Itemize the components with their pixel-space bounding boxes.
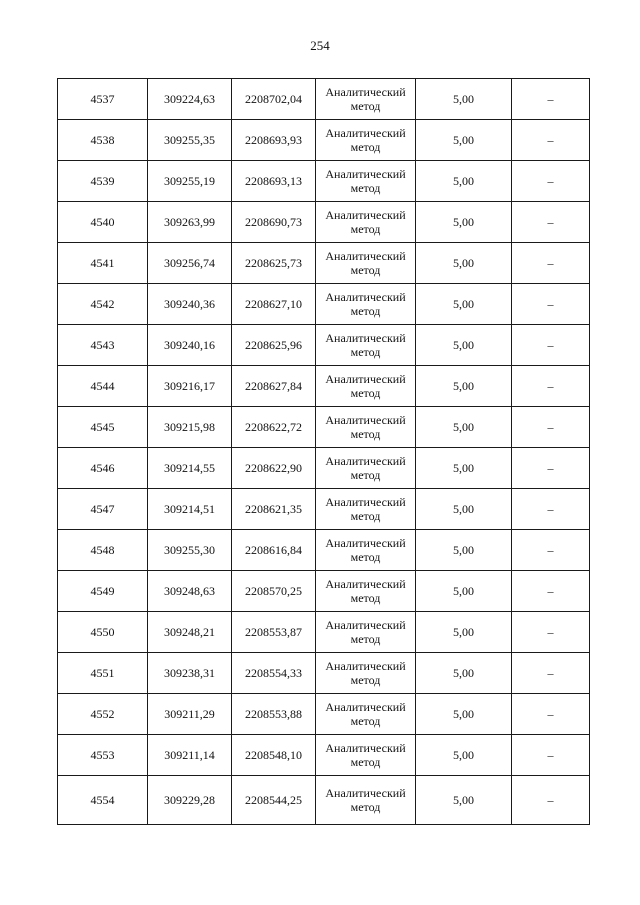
x-coordinate-cell — [148, 79, 232, 120]
point-number-cell — [58, 612, 148, 653]
method-line-1: Аналитический — [325, 126, 406, 140]
point-number: 4550 — [90, 625, 115, 639]
point-number-cell — [58, 735, 148, 776]
error-value: 5,00 — [453, 625, 474, 639]
error-cell — [416, 653, 512, 694]
error-value: 5,00 — [453, 297, 474, 311]
dash-cell — [512, 284, 590, 325]
point-number-cell — [58, 448, 148, 489]
point-number: 4541 — [90, 256, 115, 270]
point-number: 4542 — [90, 297, 115, 311]
error-cell — [416, 776, 512, 825]
point-number: 4546 — [90, 461, 115, 475]
dash-value: – — [547, 461, 554, 475]
table-row — [58, 653, 590, 694]
method-line-2: метод — [350, 222, 381, 236]
dash-cell — [512, 243, 590, 284]
x-coordinate: 309240,16 — [164, 338, 215, 352]
y-coordinate-cell — [232, 243, 316, 284]
y-coordinate: 2208621,35 — [245, 502, 302, 516]
method-cell — [316, 694, 416, 735]
point-number: 4554 — [90, 793, 115, 807]
method-line-1: Аналитический — [325, 618, 406, 632]
y-coordinate-cell — [232, 407, 316, 448]
error-value: 5,00 — [453, 92, 474, 106]
method-line-2: метод — [350, 509, 381, 523]
y-coordinate: 2208702,04 — [245, 92, 302, 106]
point-number-cell — [58, 407, 148, 448]
method-cell — [316, 120, 416, 161]
error-value: 5,00 — [453, 461, 474, 475]
error-cell — [416, 79, 512, 120]
x-coordinate: 309248,63 — [164, 584, 215, 598]
dash-cell — [512, 489, 590, 530]
point-number-cell — [58, 489, 148, 530]
table-row — [58, 694, 590, 735]
y-coordinate: 2208622,90 — [245, 461, 302, 475]
table-row — [58, 284, 590, 325]
y-coordinate: 2208627,10 — [245, 297, 302, 311]
error-value: 5,00 — [453, 420, 474, 434]
table-row — [58, 366, 590, 407]
error-value: 5,00 — [453, 338, 474, 352]
x-coordinate-cell — [148, 776, 232, 825]
y-coordinate-cell — [232, 325, 316, 366]
y-coordinate-cell — [232, 735, 316, 776]
method-cell — [316, 243, 416, 284]
x-coordinate-cell — [148, 120, 232, 161]
y-coordinate-cell — [232, 79, 316, 120]
dash-cell — [512, 612, 590, 653]
dash-value: – — [547, 502, 554, 516]
method-cell — [316, 325, 416, 366]
y-coordinate: 2208553,87 — [245, 625, 302, 639]
error-cell — [416, 161, 512, 202]
point-number-cell — [58, 530, 148, 571]
method-line-1: Аналитический — [325, 495, 406, 509]
x-coordinate-cell — [148, 202, 232, 243]
table-row — [58, 407, 590, 448]
dash-cell — [512, 79, 590, 120]
x-coordinate: 309211,29 — [164, 707, 215, 721]
point-number-cell — [58, 694, 148, 735]
error-value: 5,00 — [453, 215, 474, 229]
method-line-2: метод — [350, 714, 381, 728]
method-cell — [316, 202, 416, 243]
method-cell — [316, 530, 416, 571]
error-cell — [416, 120, 512, 161]
dash-value: – — [547, 174, 554, 188]
table-row — [58, 120, 590, 161]
table-row — [58, 448, 590, 489]
x-coordinate: 309214,51 — [164, 502, 215, 516]
point-number: 4551 — [90, 666, 115, 680]
method-cell — [316, 79, 416, 120]
y-coordinate-cell — [232, 489, 316, 530]
dash-cell — [512, 325, 590, 366]
method-line-1: Аналитический — [325, 454, 406, 468]
x-coordinate-cell — [148, 530, 232, 571]
dash-value: – — [547, 666, 554, 680]
x-coordinate-cell — [148, 653, 232, 694]
method-cell — [316, 407, 416, 448]
point-number: 4545 — [90, 420, 115, 434]
method-cell — [316, 653, 416, 694]
x-coordinate-cell — [148, 161, 232, 202]
error-cell — [416, 489, 512, 530]
x-coordinate-cell — [148, 325, 232, 366]
coordinates-table-body — [58, 79, 590, 825]
table-row — [58, 612, 590, 653]
table-row — [58, 243, 590, 284]
dash-cell — [512, 448, 590, 489]
dash-cell — [512, 653, 590, 694]
x-coordinate-cell — [148, 407, 232, 448]
y-coordinate-cell — [232, 694, 316, 735]
y-coordinate: 2208544,25 — [245, 793, 302, 807]
y-coordinate-cell — [232, 530, 316, 571]
dash-cell — [512, 366, 590, 407]
x-coordinate-cell — [148, 366, 232, 407]
dash-value: – — [547, 379, 554, 393]
error-cell — [416, 325, 512, 366]
x-coordinate: 309248,21 — [164, 625, 215, 639]
error-cell — [416, 243, 512, 284]
error-cell — [416, 694, 512, 735]
error-value: 5,00 — [453, 133, 474, 147]
method-cell — [316, 161, 416, 202]
x-coordinate: 309256,74 — [164, 256, 215, 270]
y-coordinate: 2208690,73 — [245, 215, 302, 229]
x-coordinate: 309255,30 — [164, 543, 215, 557]
y-coordinate-cell — [232, 284, 316, 325]
error-cell — [416, 366, 512, 407]
error-value: 5,00 — [453, 666, 474, 680]
dash-cell — [512, 161, 590, 202]
y-coordinate: 2208553,88 — [245, 707, 302, 721]
method-line-2: метод — [350, 632, 381, 646]
error-value: 5,00 — [453, 707, 474, 721]
table-row — [58, 530, 590, 571]
method-cell — [316, 612, 416, 653]
y-coordinate-cell — [232, 161, 316, 202]
point-number: 4539 — [90, 174, 115, 188]
point-number: 4552 — [90, 707, 115, 721]
method-line-1: Аналитический — [325, 249, 406, 263]
point-number-cell — [58, 79, 148, 120]
method-line-2: метод — [350, 800, 381, 814]
method-line-1: Аналитический — [325, 372, 406, 386]
dash-value: – — [547, 707, 554, 721]
error-value: 5,00 — [453, 748, 474, 762]
point-number-cell — [58, 284, 148, 325]
point-number: 4548 — [90, 543, 115, 557]
method-line-1: Аналитический — [325, 290, 406, 304]
x-coordinate: 309224,63 — [164, 92, 215, 106]
coordinates-table — [57, 78, 590, 825]
dash-cell — [512, 202, 590, 243]
error-value: 5,00 — [453, 379, 474, 393]
x-coordinate: 309255,35 — [164, 133, 215, 147]
y-coordinate: 2208693,93 — [245, 133, 302, 147]
page-number: 254 — [310, 38, 330, 53]
y-coordinate: 2208570,25 — [245, 584, 302, 598]
method-line-2: метод — [350, 263, 381, 277]
y-coordinate: 2208622,72 — [245, 420, 302, 434]
point-number: 4543 — [90, 338, 115, 352]
x-coordinate: 309240,36 — [164, 297, 215, 311]
dash-value: – — [547, 793, 554, 807]
y-coordinate: 2208554,33 — [245, 666, 302, 680]
y-coordinate: 2208616,84 — [245, 543, 302, 557]
method-line-2: метод — [350, 591, 381, 605]
point-number: 4553 — [90, 748, 115, 762]
method-cell — [316, 776, 416, 825]
y-coordinate-cell — [232, 776, 316, 825]
error-cell — [416, 284, 512, 325]
dash-value: – — [547, 543, 554, 557]
error-cell — [416, 407, 512, 448]
dash-cell — [512, 735, 590, 776]
error-value: 5,00 — [453, 174, 474, 188]
dash-value: – — [547, 297, 554, 311]
x-coordinate-cell — [148, 735, 232, 776]
dash-cell — [512, 120, 590, 161]
dash-value: – — [547, 420, 554, 434]
table-row — [58, 161, 590, 202]
method-line-1: Аналитический — [325, 577, 406, 591]
point-number-cell — [58, 120, 148, 161]
error-cell — [416, 571, 512, 612]
method-line-2: метод — [350, 427, 381, 441]
x-coordinate: 309214,55 — [164, 461, 215, 475]
error-cell — [416, 448, 512, 489]
y-coordinate-cell — [232, 612, 316, 653]
y-coordinate: 2208627,84 — [245, 379, 302, 393]
x-coordinate-cell — [148, 571, 232, 612]
dash-value: – — [547, 338, 554, 352]
method-line-1: Аналитический — [325, 167, 406, 181]
x-coordinate: 309263,99 — [164, 215, 215, 229]
method-cell — [316, 489, 416, 530]
method-line-2: метод — [350, 304, 381, 318]
point-number-cell — [58, 776, 148, 825]
point-number-cell — [58, 243, 148, 284]
dash-cell — [512, 776, 590, 825]
method-line-1: Аналитический — [325, 741, 406, 755]
error-cell — [416, 530, 512, 571]
error-value: 5,00 — [453, 502, 474, 516]
method-cell — [316, 366, 416, 407]
x-coordinate: 309255,19 — [164, 174, 215, 188]
method-line-2: метод — [350, 550, 381, 564]
method-line-1: Аналитический — [325, 85, 406, 99]
method-line-1: Аналитический — [325, 659, 406, 673]
dash-value: – — [547, 748, 554, 762]
x-coordinate-cell — [148, 694, 232, 735]
error-cell — [416, 612, 512, 653]
point-number-cell — [58, 366, 148, 407]
table-row — [58, 735, 590, 776]
method-line-2: метод — [350, 386, 381, 400]
method-line-2: метод — [350, 181, 381, 195]
method-line-2: метод — [350, 345, 381, 359]
y-coordinate-cell — [232, 120, 316, 161]
method-line-1: Аналитический — [325, 700, 406, 714]
method-line-1: Аналитический — [325, 208, 406, 222]
y-coordinate-cell — [232, 366, 316, 407]
table-row — [58, 79, 590, 120]
table-row — [58, 325, 590, 366]
table-row — [58, 202, 590, 243]
x-coordinate: 309216,17 — [164, 379, 215, 393]
dash-value: – — [547, 133, 554, 147]
point-number-cell — [58, 325, 148, 366]
dash-value: – — [547, 584, 554, 598]
point-number-cell — [58, 161, 148, 202]
dash-cell — [512, 694, 590, 735]
dash-cell — [512, 530, 590, 571]
method-line-2: метод — [350, 755, 381, 769]
point-number: 4549 — [90, 584, 115, 598]
y-coordinate-cell — [232, 202, 316, 243]
x-coordinate-cell — [148, 612, 232, 653]
error-value: 5,00 — [453, 543, 474, 557]
method-line-1: Аналитический — [325, 331, 406, 345]
method-line-1: Аналитический — [325, 413, 406, 427]
point-number: 4547 — [90, 502, 115, 516]
y-coordinate-cell — [232, 571, 316, 612]
x-coordinate-cell — [148, 243, 232, 284]
table-row — [58, 571, 590, 612]
x-coordinate: 309229,28 — [164, 793, 215, 807]
x-coordinate: 309211,14 — [164, 748, 215, 762]
x-coordinate: 309215,98 — [164, 420, 215, 434]
y-coordinate: 2208693,13 — [245, 174, 302, 188]
point-number: 4544 — [90, 379, 115, 393]
point-number-cell — [58, 653, 148, 694]
point-number-cell — [58, 202, 148, 243]
method-cell — [316, 448, 416, 489]
method-line-2: метод — [350, 673, 381, 687]
method-cell — [316, 571, 416, 612]
method-line-2: метод — [350, 99, 381, 113]
dash-value: – — [547, 625, 554, 639]
point-number: 4540 — [90, 215, 115, 229]
table-row — [58, 776, 590, 825]
y-coordinate-cell — [232, 448, 316, 489]
x-coordinate-cell — [148, 284, 232, 325]
method-cell — [316, 284, 416, 325]
y-coordinate: 2208625,73 — [245, 256, 302, 270]
dash-cell — [512, 571, 590, 612]
dash-value: – — [547, 92, 554, 106]
dash-value: – — [547, 256, 554, 270]
table-row — [58, 489, 590, 530]
method-line-2: метод — [350, 468, 381, 482]
error-value: 5,00 — [453, 256, 474, 270]
y-coordinate-cell — [232, 653, 316, 694]
y-coordinate: 2208625,96 — [245, 338, 302, 352]
point-number: 4537 — [90, 92, 115, 106]
method-line-2: метод — [350, 140, 381, 154]
error-cell — [416, 735, 512, 776]
error-value: 5,00 — [453, 793, 474, 807]
dash-cell — [512, 407, 590, 448]
method-cell — [316, 735, 416, 776]
x-coordinate-cell — [148, 489, 232, 530]
method-line-1: Аналитический — [325, 786, 406, 800]
method-line-1: Аналитический — [325, 536, 406, 550]
error-cell — [416, 202, 512, 243]
point-number: 4538 — [90, 133, 115, 147]
point-number-cell — [58, 571, 148, 612]
y-coordinate: 2208548,10 — [245, 748, 302, 762]
x-coordinate-cell — [148, 448, 232, 489]
dash-value: – — [547, 215, 554, 229]
x-coordinate: 309238,31 — [164, 666, 215, 680]
error-value: 5,00 — [453, 584, 474, 598]
